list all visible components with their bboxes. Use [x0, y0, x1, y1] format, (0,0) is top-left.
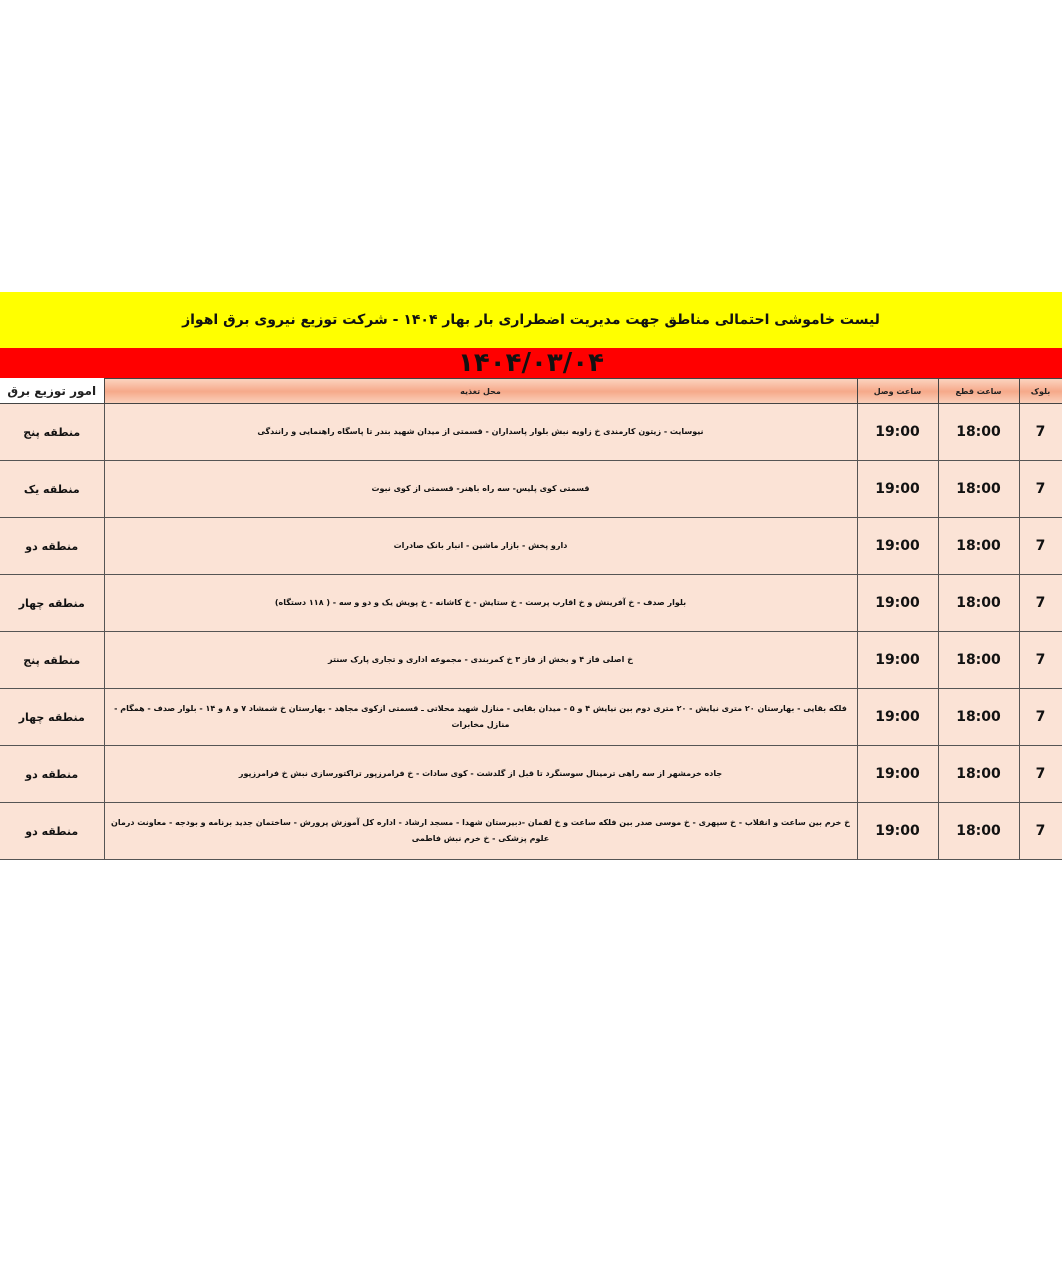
header-location: محل تغذیه: [104, 379, 857, 404]
district-cell: منطقه پنج: [0, 632, 104, 689]
connect-time-cell: 19:00: [857, 518, 938, 575]
cut-time-cell: 18:00: [938, 746, 1019, 803]
table-row: [0, 632, 1062, 689]
table-row: [0, 461, 1062, 518]
table-row: [0, 404, 1062, 461]
header-block: بلوک: [1019, 379, 1062, 404]
block-cell: 7: [1019, 632, 1062, 689]
district-cell: منطقه دو: [0, 518, 104, 575]
location-cell: قسمتی کوی پلیس- سه راه باهنر- قسمتی از کوی نبوت: [104, 461, 857, 518]
connect-time-cell: 19:00: [857, 689, 938, 746]
date-banner: ۱۴۰۴/۰۳/۰۴: [0, 348, 1062, 378]
location-cell: خ خرم بین ساعت و انقلاب - خ سپهری - خ موسی صدر بین فلکه ساعت و خ لقمان -دبیرستان شهدا - مسجد ارشاد - اداره کل آموزش پرورش - ساختمان جدید برنامه و بودجه - معاونت درمان علوم پزشکی - خ خرم نبش فاطمی: [104, 803, 857, 860]
header-cut-time: ساعت قطع: [938, 379, 1019, 404]
table-row: [0, 689, 1062, 746]
cut-time-cell: 18:00: [938, 518, 1019, 575]
cut-time-cell: 18:00: [938, 689, 1019, 746]
district-cell: منطقه دو: [0, 803, 104, 860]
location-cell: خ اصلی فاز ۴ و بخش از فاز ۳ خ کمربندی - مجموعه اداری و تجاری پارک سنتر: [104, 632, 857, 689]
connect-time-cell: 19:00: [857, 632, 938, 689]
location-cell: نیوسایت - زیتون کارمندی خ زاویه نبش بلوار پاسداران - قسمتی از میدان شهید بندر تا پاسگاه راهنمایی و رانندگی: [104, 404, 857, 461]
connect-time-cell: 19:00: [857, 746, 938, 803]
block-cell: 7: [1019, 689, 1062, 746]
connect-time-cell: 19:00: [857, 575, 938, 632]
page-title: لیست خاموشی احتمالی مناطق جهت مدیریت اضطراری بار بهار ۱۴۰۴ - شرکت توزیع نیروی برق اهواز: [0, 292, 1062, 348]
connect-time-cell: 19:00: [857, 404, 938, 461]
block-cell: 7: [1019, 461, 1062, 518]
block-cell: 7: [1019, 575, 1062, 632]
district-cell: منطقه یک: [0, 461, 104, 518]
block-cell: 7: [1019, 803, 1062, 860]
table-row: [0, 803, 1062, 860]
block-cell: 7: [1019, 518, 1062, 575]
connect-time-cell: 19:00: [857, 461, 938, 518]
outage-table: [0, 378, 1062, 860]
header-connect-time: ساعت وصل: [857, 379, 938, 404]
district-cell: منطقه چهار: [0, 575, 104, 632]
cut-time-cell: 18:00: [938, 632, 1019, 689]
header-district: امور توزیع برق: [0, 379, 104, 404]
cut-time-cell: 18:00: [938, 575, 1019, 632]
cut-time-cell: 18:00: [938, 404, 1019, 461]
block-cell: 7: [1019, 746, 1062, 803]
table-row: [0, 518, 1062, 575]
location-cell: جاده خرمشهر از سه راهی ترمینال سوسنگرد تا قبل از گلدشت - کوی سادات - خ فرامرزپور تراکتورسازی نبش خ فرامرزپور: [104, 746, 857, 803]
location-cell: دارو پخش - بازار ماشین - انبار بانک صادرات: [104, 518, 857, 575]
district-cell: منطقه دو: [0, 746, 104, 803]
table-row: [0, 746, 1062, 803]
cut-time-cell: 18:00: [938, 803, 1019, 860]
table-row: [0, 575, 1062, 632]
location-cell: بلوار صدف - خ آفرینش و خ اقارب پرست - خ ستایش - خ کاشانه - خ پویش یک و دو و سه - ( ۱۱۸ دستگاه): [104, 575, 857, 632]
block-cell: 7: [1019, 404, 1062, 461]
connect-time-cell: 19:00: [857, 803, 938, 860]
location-cell: فلکه بقایی - بهارستان ۲۰ متری نیایش - ۲۰ متری دوم بین نیایش ۴ و ۵ - میدان بقایی - منازل شهید محلاتی ـ قسمتی ازکوی مجاهد - بهارستان خ شمشاد ۷ و ۸ و ۱۴ - بلوار صدف - همگام - منازل مخابرات: [104, 689, 857, 746]
district-cell: منطقه پنج: [0, 404, 104, 461]
cut-time-cell: 18:00: [938, 461, 1019, 518]
table-header-row: [0, 379, 1062, 404]
district-cell: منطقه چهار: [0, 689, 104, 746]
